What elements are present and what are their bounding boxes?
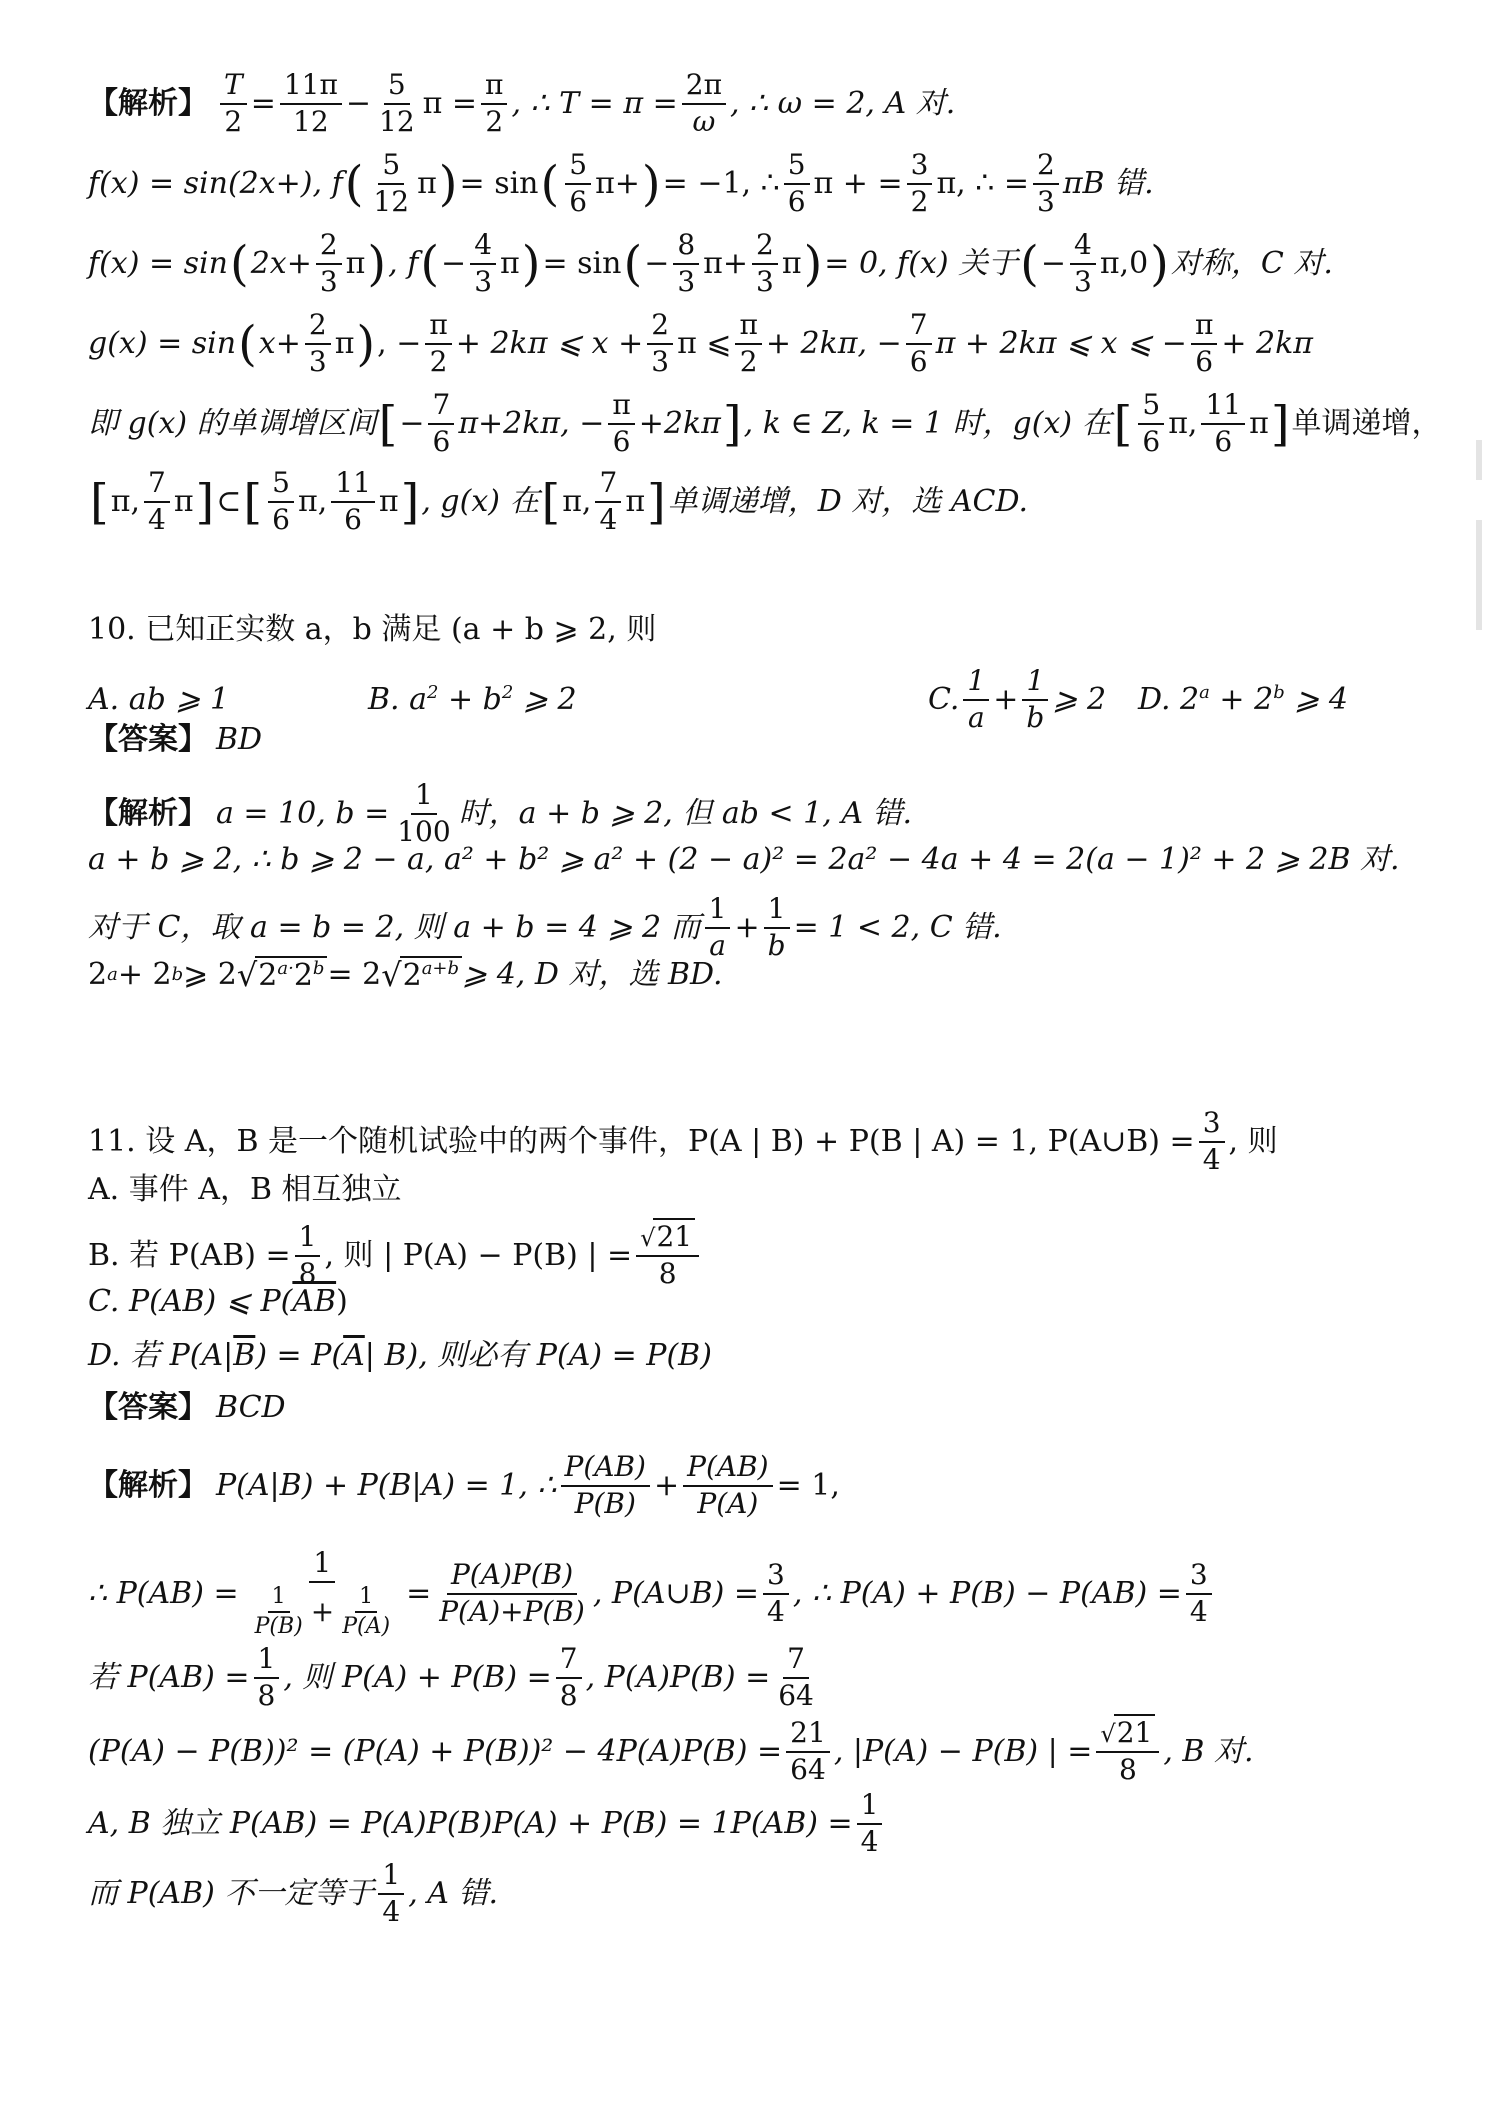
q11-analysis-line-1: 【解析】 P(A|B) + P(B|A) = 1, ∴ P(AB) P(B) + $\frac{P(AB)}{P(A)}$ = 1,: [88, 1450, 840, 1520]
fraction: $\frac{1}{b}$: [1022, 666, 1048, 734]
fraction: $\frac{2\pi}{\omega}$: [682, 70, 726, 138]
q11-answer: 【答案】 BCD: [88, 1390, 286, 1425]
q10-answer-value: BD: [216, 722, 263, 757]
fraction: $\frac{2}{3}$: [647, 310, 673, 378]
fraction: $\frac{\pi}{6}$: [1191, 310, 1217, 378]
fraction: $\frac{1}{b}$: [764, 894, 790, 962]
q11-stem: 11. 设 A，B 是一个随机试验中的两个事件，P(A | B) + P(B | A) = 1, P(A∪B) = $\frac{3}{4}$ , 则: [88, 1106, 1278, 1176]
fraction: $\frac{7}{6}$: [906, 310, 932, 378]
q11-option-a: A. 事件 A，B 相互独立: [88, 1172, 402, 1207]
fraction: $\frac{\pi}{6}$: [608, 390, 634, 458]
fraction: $\frac{T}{2}$: [220, 70, 247, 138]
fraction: $\frac{1}{4}$: [857, 1790, 883, 1858]
fraction: $\frac{2}{3}$: [316, 230, 342, 298]
q9-analysis-line-6: [ π, 7 4 π ] ⊂ [ 5 6 π, 11 6 π ] , g(x) 在 [ π, 7 4 π ] 单调递增，D 对，选 ACD.: [90, 466, 1029, 536]
fraction: $\frac{21}{64}$: [786, 1718, 830, 1786]
fraction: $\frac{2}{3}$: [305, 310, 331, 378]
fraction: $\frac{3}{4}$: [763, 1560, 789, 1628]
scan-artifact: [1476, 440, 1482, 480]
fraction: 1 1 P(B) + 1 P(A): [254, 1546, 391, 1639]
fraction: $\frac{3}{4}$: [1186, 1560, 1212, 1628]
fraction: 7 4: [595, 468, 621, 536]
fraction: 1 4: [378, 1860, 404, 1928]
fraction: 5 6: [784, 150, 810, 218]
q9-analysis-line-2: f(x) = sin(2x+), f ( 5 12 π ) = sin ( 5 6 π + ) = −1, ∴ 5 6 π + = $\frac{3}{2}$ π, ∴ = $\frac{2}{3}$ πB 错.: [88, 148, 1154, 218]
fraction: $\frac{2}{3}$: [1033, 150, 1059, 218]
fraction: $\frac{\pi}{2}$: [425, 310, 451, 378]
q11-analysis-line-2: ∴ P(AB) = 1 1 P(B) + 1 P(A) = $\frac{P(A)P(B)}{P(A)+P(B)}$ , P(A∪B) = $\frac{3}{4}$ , ∴ P(A) + P(B) − P(AB) = $\frac{3}{4}$: [88, 1548, 1432, 1639]
fraction: $\frac{5}{12}$: [379, 68, 415, 138]
fraction: $\frac{3}{4}$: [1199, 1108, 1225, 1176]
fraction: 5 12: [373, 148, 410, 218]
fraction: $\frac{P(AB)}{P(A)}$: [683, 1452, 772, 1520]
fraction: $\frac{11\pi}{12}$: [280, 70, 342, 138]
fraction: $\frac{8}{3}$: [673, 230, 699, 298]
q10-analysis-line-2: a + b ⩾ 2, ∴ b ⩾ 2 − a, a² + b² ⩾ a² + (2 − a)² = 2a² − 4a + 4 = 2(a − 1)² + 2 ⩾ 2B 对.: [88, 842, 1400, 877]
q10-answer: [88, 722, 1432, 758]
q10-option-c: C. 1 a + $\frac{1}{b}$ ⩾ 2: [928, 664, 1107, 734]
fraction: $\frac{√21}{8}$: [1096, 1718, 1159, 1786]
q10-option-b: B. $a^2 + b^2$ ⩾ 2: [368, 681, 577, 717]
q10-option-d: D. $2^a + 2^b$ ⩾ 4: [1138, 681, 1349, 717]
q10-option-a: A. ab ⩾ 1: [88, 681, 230, 717]
fraction: $\frac{1}{100}$: [397, 778, 451, 848]
fraction: $\frac{√21}{8}$: [636, 1222, 699, 1290]
fraction: $\frac{7}{64}$: [778, 1642, 814, 1712]
fraction: $\frac{3}{2}$: [907, 150, 933, 218]
fraction: π 2: [735, 310, 761, 378]
fraction: $\frac{2}{3}$: [752, 230, 778, 298]
q10-stem: 10. 已知正实数 a，b 满足 (a + b ⩾ 2, 则: [88, 612, 657, 647]
q10-analysis-line-1: 【解析】 a = 10, b = $\frac{1}{100}$ 时，a + b ⩾ 2, 但 ab < 1, A 错.: [88, 778, 913, 848]
fraction: P(AB) P(B): [561, 1452, 650, 1520]
fraction: $\frac{\pi}{2}$: [481, 70, 507, 138]
q11-answer-value: BCD: [216, 1390, 286, 1425]
q10-analysis-line-4: 2 a + 2 b ⩾ 2 √ $2^{a\cdot}2^b$ = 2 √ $2^{a+b}$ ⩾ 4, D 对，选 BD.: [88, 956, 723, 994]
answer-label: 【答案】: [88, 722, 208, 757]
fraction: $\frac{1}{8}$: [295, 1222, 321, 1290]
fraction: $\frac{1}{8}$: [254, 1644, 280, 1712]
fraction: 11 6: [331, 468, 375, 536]
fraction: 7 4: [144, 468, 170, 536]
q11-analysis-line-6: 而 P(AB) 不一定等于 1 4 , A 错.: [88, 1858, 499, 1928]
fraction: $\frac{4}{3}$: [1070, 230, 1096, 298]
q10-analysis-line-3: 对于 C，取 a = b = 2, 则 a + b = 4 ⩾ 2 而 1 a + $\frac{1}{b}$ = 1 < 2, C 错.: [88, 892, 1002, 962]
q9-analysis-line-3: f(x) = sin ( 2x+ $\frac{2}{3}$ π ) , f ( − $\frac{4}{3}$ π ) = sin ( − $\frac{8}{3}$ π+ $\frac{2}{3}$ π ) = 0, f(x) 关于 ( − $\frac{4}{3}$ π, 0 ) 对称，C 对.: [88, 228, 1333, 298]
fraction: 11 6: [1201, 390, 1245, 458]
q11-option-d: D. 若 P(A| $\overline{B}$ ) = P( $\overline{A}$ | B), 则必有 P(A) = P(B): [88, 1338, 712, 1373]
fraction: $\frac{4}{3}$: [470, 230, 496, 298]
scan-artifact: [1476, 520, 1482, 630]
fraction: 5 6: [1138, 390, 1164, 458]
q9-analysis-line-4: g(x) = sin ( x+ $\frac{2}{3}$ π ) , − $\frac{\pi}{2}$ + 2kπ ⩽ x + $\frac{2}{3}$ π ⩽ π 2 + 2kπ, − $\frac{7}{6}$ π + 2kπ ⩽ x ⩽ − $\frac{\pi}{6}$ + 2kπ: [88, 308, 1314, 378]
fraction: $\frac{7}{8}$: [556, 1644, 582, 1712]
q9-analysis-line-5: 即 g(x) 的单调增区间 [ − $\frac{7}{6}$ π+2kπ, − $\frac{\pi}{6}$ +2kπ ] , k ∈ Z, k = 1 时，g(x) 在 [ 5 6 π, 11 6 π ] 单调递增，: [88, 388, 1442, 458]
q9-analysis-line-1: 【解析】 $\frac{T}{2}$ = $\frac{11\pi}{12}$ − $\frac{5}{12}$ π = $\frac{\pi}{2}$ , ∴ T = π = $\frac{2\pi}{\omega}$ , ∴ ω = 2, A 对.: [88, 68, 956, 138]
fraction: $\frac{7}{6}$: [428, 390, 454, 458]
fraction: $\frac{P(A)P(B)}{P(A)+P(B)}$: [439, 1557, 585, 1628]
q11-option-c: C. P(AB) ⩽ P( $\overline{AB}$ ): [88, 1284, 348, 1319]
q11-analysis-line-3: 若 P(AB) = $\frac{1}{8}$ , 则 P(A) + P(B) = $\frac{7}{8}$ , P(A)P(B) = $\frac{7}{64}$: [88, 1644, 1432, 1712]
q11-option-b: B. 若 P(AB) = $\frac{1}{8}$ , 则 | P(A) − P(B) | = $\frac{√21}{8}$: [88, 1222, 1432, 1290]
analysis-label: 【解析】: [88, 85, 208, 121]
q11-analysis-line-5: A, B 独立 P(AB) = P(A)P(B)P(A) + P(B) = 1P(AB) = $\frac{1}{4}$: [88, 1790, 1432, 1858]
q11-analysis-line-4: (P(A) − P(B))² = (P(A) + P(B))² − 4P(A)P(B) = $\frac{21}{64}$ , |P(A) − P(B) | = $\frac{√21}{8}$ , B 对.: [88, 1716, 1254, 1786]
fraction: 5 6: [268, 468, 294, 536]
fraction: 5 6: [565, 150, 591, 218]
fraction: 1 a: [705, 894, 731, 962]
fraction: 1 a: [963, 666, 989, 734]
